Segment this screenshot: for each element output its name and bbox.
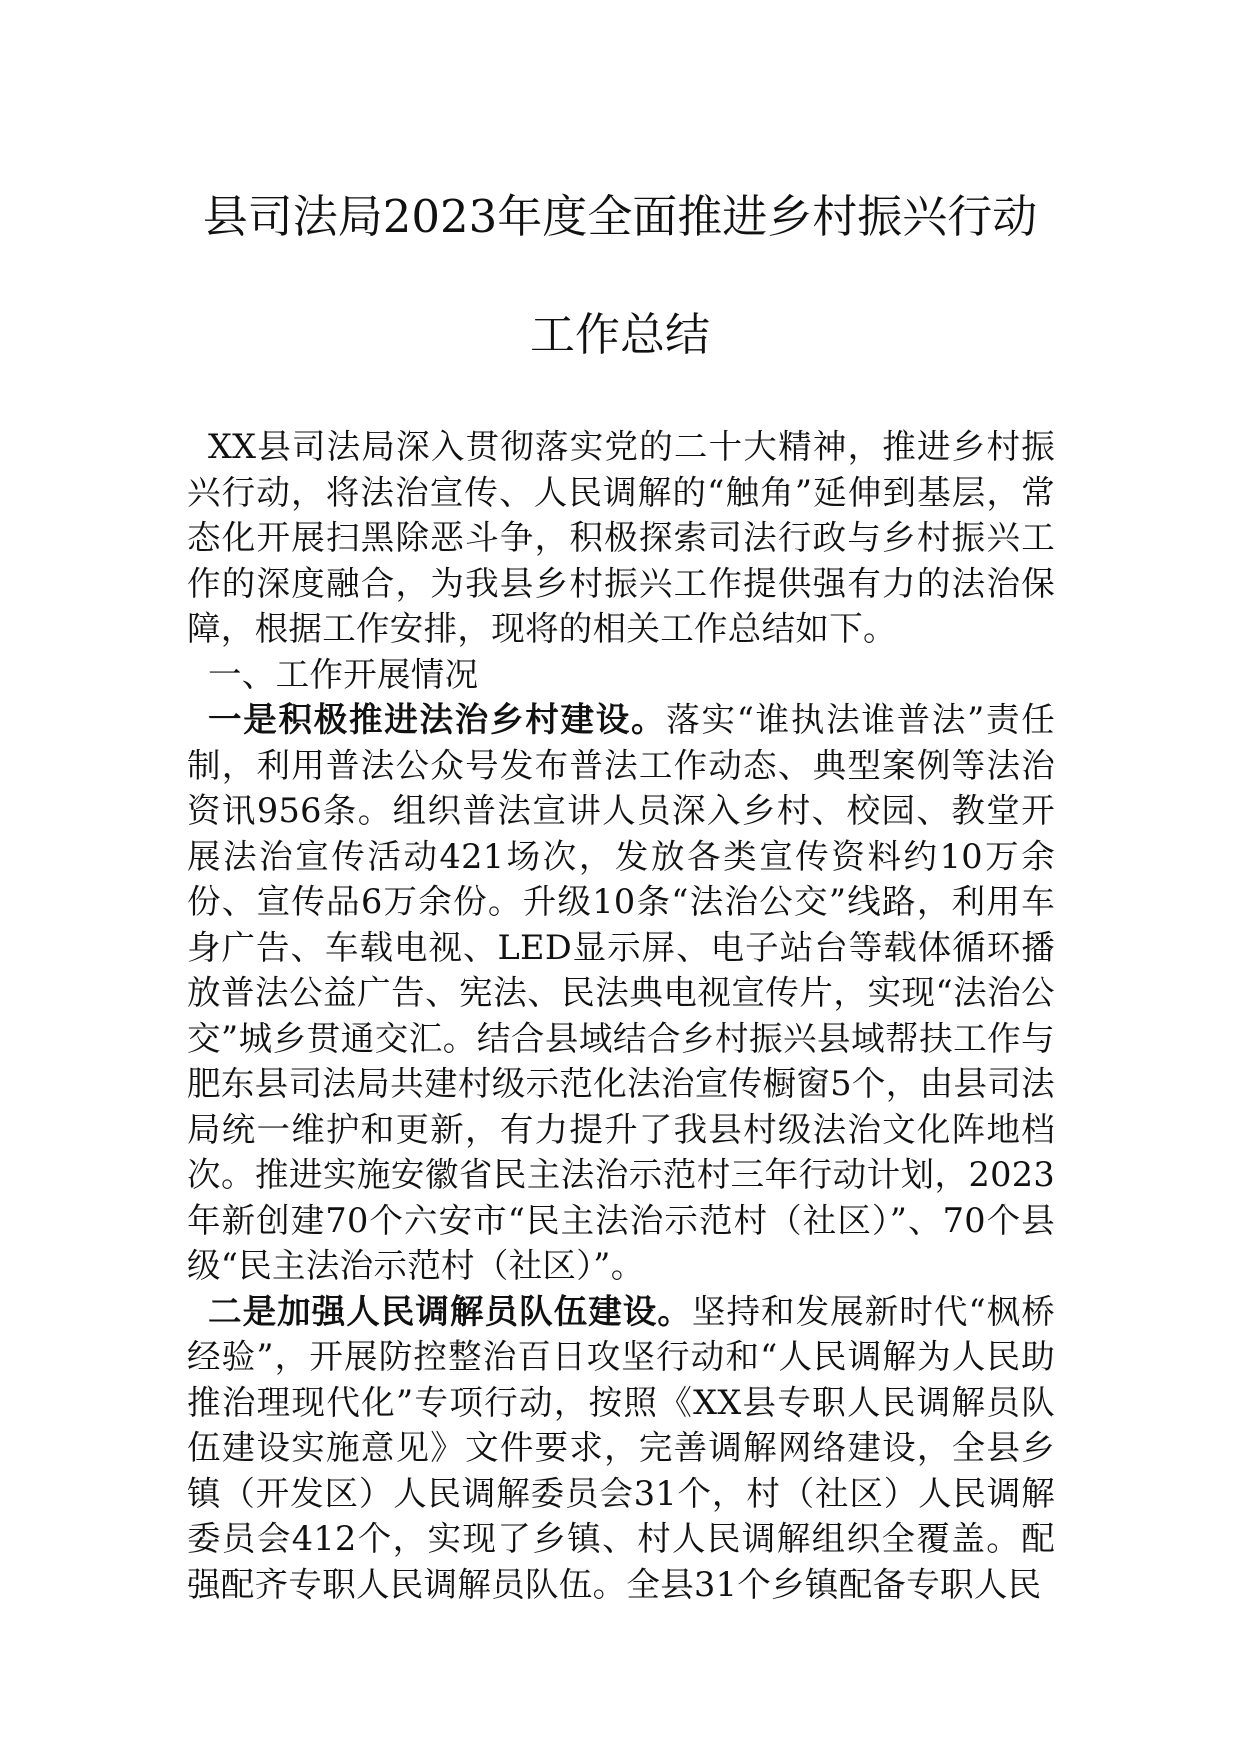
item-1-paragraph — [187, 697, 1055, 1289]
item-2-text: 坚持和发展新时代“枫桥经验”，开展防控整治百日攻坚行动和“人民调解为人民助推治理现代化”专项行动，按照《XX县专职人民调解员队伍建设实施意见》文件要求，完善调解网络建设，全县乡镇（开发区）人民调解委员会31个，村（社区）人民调解委员会412个，实现了乡镇、村人民调解组织全覆盖。配强配齐专职人民调解员队伍。全县31个乡镇配备专职人民 — [187, 1291, 1055, 1604]
intro-paragraph: XX县司法局深入贯彻落实党的二十大精神，推进乡村振兴行动，将法治宣传、人民调解的“触角”延伸到基层，常态化开展扫黑除恶斗争，积极探索司法行政与乡村振兴工作的深度融合，为我县乡村振兴工作提供强有力的法治保障，根据工作安排，现将的相关工作总结如下。 — [187, 427, 1055, 648]
document-body — [187, 424, 1055, 1607]
document-title-line-2: 工作总结 — [529, 308, 710, 361]
item-2-paragraph — [187, 1289, 1055, 1608]
item-1-text: 落实“谁执法谁普法”责任制，利用普法公众号发布普法工作动态、典型案例等法治资讯956条。组织普法宣讲人员深入乡村、校园、教堂开展法治宣传活动421场次，发放各类宣传资料约10万余份、宣传品6万余份。升级10条“法治公交”线路，利用车身广告、车载电视、LED显示屏、电子站台等载体循环播放普法公益广告、宪法、民法典电视宣传片，实现“法治公交”城乡贯通交汇。结合县域结合乡村振兴县域帮扶工作与肥东县司法局共建村级示范化法治宣传橱窗5个，由县司法局统一维护和更新，有力提升了我县村级法治文化阵地档次。推进实施安徽省民主法治示范村三年行动计划，2023年新创建70个六安市“民主法治示范村（社区）”、70个县级“民主法治示范村（社区）”。 — [187, 700, 1055, 1285]
item-1-lead: 一是积极推进法治乡村建设。 — [208, 700, 667, 739]
item-2-lead: 二是加强人民调解员队伍建设。 — [208, 1291, 692, 1331]
section-heading: 一、工作开展情况 — [208, 654, 479, 694]
document-title-line-1: 县司法局2023年度全面推进乡村振兴行动 — [202, 190, 1038, 243]
